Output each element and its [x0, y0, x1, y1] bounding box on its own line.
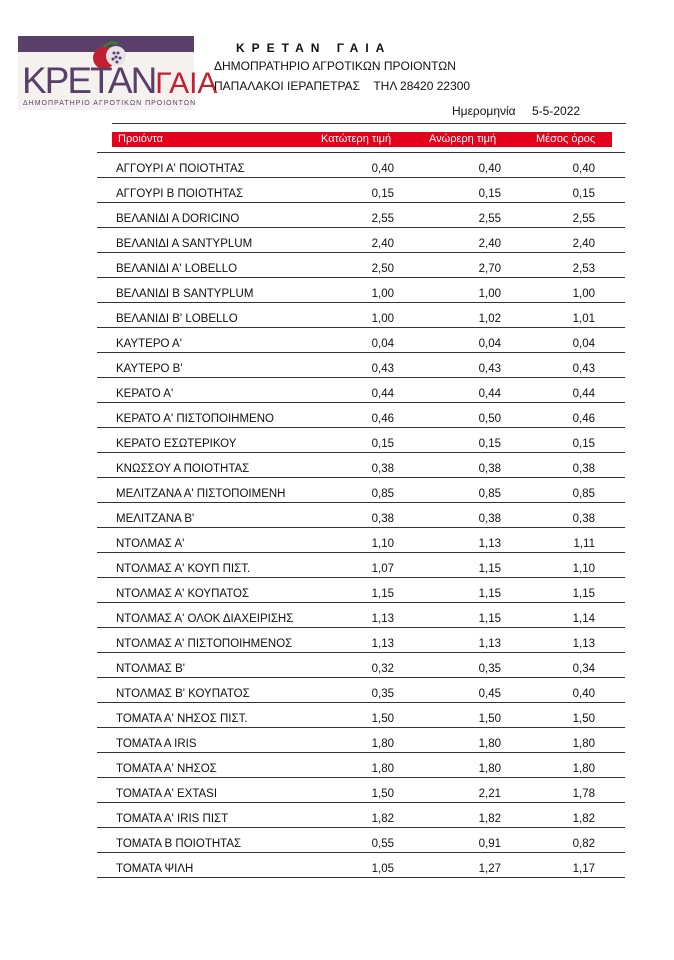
product-name: ΚΕΡΑΤΟ Α'	[116, 388, 174, 400]
average-price: 1,78	[572, 788, 595, 800]
product-name: ΤΟΜΑΤΑ Β ΠΟΙΟΤΗΤΑΣ	[116, 838, 242, 850]
max-price: 0,43	[478, 363, 501, 375]
table-row	[97, 753, 625, 778]
table-row	[97, 378, 625, 403]
min-price: 0,85	[371, 488, 394, 500]
max-price: 1,15	[478, 588, 501, 600]
min-price: 0,15	[371, 188, 394, 200]
max-price: 0,45	[478, 688, 501, 700]
min-price: 1,00	[371, 288, 394, 300]
min-price: 0,40	[371, 163, 394, 175]
product-name: ΜΕΛΙΤΖΑΝΑ Α' ΠΙΣΤΟΠΟΙΜΕΝΗ	[116, 488, 286, 500]
max-price: 0,15	[478, 438, 501, 450]
product-name: ΒΕΛΑΝΙΔΙ Α SANTYPLUM	[116, 238, 253, 250]
min-price: 1,80	[371, 738, 394, 750]
table-row	[97, 728, 625, 753]
header-max-price: Ανώρερη τιμή	[429, 133, 497, 145]
max-price: 0,15	[478, 188, 501, 200]
average-price: 2,53	[572, 263, 595, 275]
average-price: 1,01	[572, 313, 595, 325]
min-price: 1,50	[371, 788, 394, 800]
table-row	[97, 278, 625, 303]
min-price: 1,50	[371, 713, 394, 725]
average-price: 0,15	[572, 438, 595, 450]
min-price: 1,15	[371, 588, 394, 600]
max-price: 1,80	[478, 763, 501, 775]
min-price: 1,82	[371, 813, 394, 825]
header-average: Μέσος όρος	[536, 133, 596, 145]
max-price: 0,04	[478, 338, 501, 350]
max-price: 2,21	[478, 788, 501, 800]
table-row	[97, 353, 625, 378]
product-name: ΒΕΛΑΝΙΔΙ Β SANTYPLUM	[116, 288, 254, 300]
product-name: ΒΕΛΑΝΙΔΙ Β' LOBELLO	[116, 313, 238, 325]
table-row	[97, 228, 625, 253]
max-price: 1,13	[478, 638, 501, 650]
product-name: ΤΟΜΑΤΑ Α' EXTASI	[116, 788, 218, 800]
date-value: 5-5-2022	[532, 104, 581, 118]
min-price: 0,38	[371, 463, 394, 475]
min-price: 0,32	[371, 663, 394, 675]
min-price: 2,50	[371, 263, 394, 275]
company-phone: ΤΗΛ 28420 22300	[373, 79, 471, 93]
table-row	[97, 553, 625, 578]
max-price: 0,38	[478, 513, 501, 525]
average-price: 1,10	[572, 563, 595, 575]
product-name: ΤΟΜΑΤΑ Α' IRIS ΠΙΣΤ	[116, 813, 229, 825]
table-row	[97, 428, 625, 453]
product-name: ΤΟΜΑΤΑ ΨΙΛΗ	[116, 863, 194, 875]
average-price: 1,11	[573, 538, 595, 550]
table-row	[97, 503, 625, 528]
average-price: 1,50	[572, 713, 595, 725]
average-price: 0,46	[572, 413, 595, 425]
date-label: Ημερομηνία	[452, 104, 516, 118]
average-price: 0,82	[572, 838, 595, 850]
product-name: ΝΤΟΛΜΑΣ Α' ΠΙΣΤΟΠΟΙΗΜΕΝΟΣ	[116, 638, 293, 650]
max-price: 1,13	[478, 538, 501, 550]
average-price: 0,38	[572, 463, 595, 475]
product-name: ΑΓΓΟΥΡΙ Α' ΠΟΙΟΤΗΤΑΣ	[116, 163, 245, 175]
product-name: ΚΕΡΑΤΟ ΕΣΩΤΕΡΙΚΟΥ	[116, 438, 237, 450]
table-row	[97, 203, 625, 228]
average-price: 2,40	[572, 238, 595, 250]
average-price: 0,43	[572, 363, 595, 375]
max-price: 1,02	[478, 313, 501, 325]
product-name: ΝΤΟΛΜΑΣ Α' ΚΟΥΠ ΠΙΣΤ.	[116, 563, 251, 575]
header-divider	[112, 123, 626, 124]
max-price: 0,50	[478, 413, 501, 425]
table-row	[97, 603, 625, 628]
table-row	[97, 703, 625, 728]
max-price: 2,40	[478, 238, 501, 250]
product-name: ΒΕΛΑΝΙΔΙ Α' LOBELLO	[116, 263, 238, 275]
min-price: 0,38	[371, 513, 394, 525]
max-price: 0,35	[478, 663, 501, 675]
max-price: 1,15	[478, 613, 501, 625]
average-price: 1,14	[572, 613, 595, 625]
average-price: 1,13	[572, 638, 595, 650]
min-price: 1,13	[371, 638, 394, 650]
min-price: 0,55	[371, 838, 394, 850]
max-price: 2,55	[478, 213, 501, 225]
min-price: 0,15	[371, 438, 394, 450]
min-price: 1,00	[371, 313, 394, 325]
table-row	[97, 303, 625, 328]
max-price: 0,85	[478, 488, 501, 500]
table-header	[112, 132, 612, 147]
min-price: 0,44	[371, 388, 394, 400]
header-min-price: Κατώτερη τιμή	[321, 133, 392, 145]
max-price: 1,80	[478, 738, 501, 750]
table-row	[97, 253, 625, 278]
min-price: 0,35	[371, 688, 394, 700]
max-price: 1,82	[478, 813, 501, 825]
min-price: 0,46	[371, 413, 394, 425]
table-row	[97, 478, 625, 503]
average-price: 2,55	[572, 213, 595, 225]
min-price: 1,05	[371, 863, 394, 875]
table-row	[97, 178, 625, 203]
max-price: 0,40	[478, 163, 501, 175]
company-address: ΠΑΠΑΛΑΚΟΙ ΙΕΡΑΠΕΤΡΑΣ	[214, 79, 360, 93]
table-row	[97, 403, 625, 428]
average-price: 1,15	[572, 588, 595, 600]
average-price: 0,40	[572, 688, 595, 700]
min-price: 0,04	[371, 338, 394, 350]
average-price: 0,44	[572, 388, 595, 400]
product-name: ΚΑΥΤΕΡΟ Α'	[116, 338, 182, 350]
product-name: ΝΤΟΛΜΑΣ Β' ΚΟΥΠΑΤΟΣ	[116, 688, 250, 700]
max-price: 1,50	[478, 713, 501, 725]
product-name: ΤΟΜΑΤΑ Α' ΝΗΣΟΣ ΠΙΣΤ.	[116, 713, 248, 725]
table-row	[97, 153, 625, 178]
product-name: ΒΕΛΑΝΙΔΙ Α DORICINO	[116, 213, 240, 225]
product-name: ΚΕΡΑΤΟ Α' ΠΙΣΤΟΠΟΙΗΜΕΝΟ	[116, 413, 274, 425]
average-price: 1,00	[572, 288, 595, 300]
table-row	[97, 828, 625, 853]
min-price: 1,07	[371, 563, 394, 575]
logo-tagline: ΔΗΜΟΠΡΑΤΗΡΙΟ ΑΓΡΟΤΙΚΩΝ ΠΡΟΙΟΝΤΩΝ	[23, 100, 197, 107]
average-price: 0,38	[572, 513, 595, 525]
min-price: 0,43	[371, 363, 394, 375]
product-name: ΚΑΥΤΕΡΟ Β'	[116, 363, 183, 375]
table-row	[97, 628, 625, 653]
average-price: 0,40	[572, 163, 595, 175]
average-price: 0,04	[572, 338, 595, 350]
table-row	[97, 778, 625, 803]
product-name: ΤΟΜΑΤΑ Α IRIS	[116, 738, 197, 750]
price-table	[97, 153, 625, 878]
average-price: 1,80	[572, 763, 595, 775]
max-price: 1,27	[478, 863, 501, 875]
product-name: ΝΤΟΛΜΑΣ Α' ΚΟΥΠΑΤΟΣ	[116, 588, 250, 600]
min-price: 2,40	[371, 238, 394, 250]
product-name: ΚΝΩΣΣΟΥ Α ΠΟΙΟΤΗΤΑΣ	[116, 463, 250, 475]
average-price: 1,17	[572, 863, 595, 875]
max-price: 1,15	[478, 563, 501, 575]
max-price: 1,00	[478, 288, 501, 300]
max-price: 2,70	[478, 263, 501, 275]
table-row	[97, 528, 625, 553]
max-price: 0,44	[478, 388, 501, 400]
product-name: ΑΓΓΟΥΡΙ Β ΠΟΙΟΤΗΤΑΣ	[116, 188, 244, 200]
table-row	[97, 328, 625, 353]
company-logo	[18, 36, 218, 110]
company-title: ΚΡΕΤΑΝ ΓΑΙΑ	[236, 41, 392, 55]
product-name: ΜΕΛΙΤΖΑΝΑ Β'	[116, 513, 195, 525]
table-row	[97, 678, 625, 703]
average-price: 0,34	[572, 663, 595, 675]
table-row	[97, 803, 625, 828]
header-product: Προιόντα	[118, 133, 163, 145]
table-row	[97, 578, 625, 603]
min-price: 2,55	[371, 213, 394, 225]
average-price: 0,15	[572, 188, 595, 200]
table-row	[97, 853, 625, 878]
table-row	[97, 453, 625, 478]
average-price: 1,82	[572, 813, 595, 825]
average-price: 0,85	[572, 488, 595, 500]
table-row	[97, 653, 625, 678]
product-name: ΝΤΟΛΜΑΣ Α'	[116, 538, 185, 550]
max-price: 0,38	[478, 463, 501, 475]
company-contact	[214, 79, 470, 93]
min-price: 1,10	[371, 538, 394, 550]
company-subtitle: ΔΗΜΟΠΡΑΤΗΡΙΟ ΑΓΡΟΤΙΚΩΝ ΠΡΟΙΟΝΤΩΝ	[214, 59, 456, 73]
max-price: 0,91	[478, 838, 501, 850]
product-name: ΤΟΜΑΤΑ Α' ΝΗΣΟΣ	[116, 763, 217, 775]
logo-wordmark: ΚΡΕΤΑΝΓΑΙΑ	[22, 60, 218, 101]
product-name: ΝΤΟΛΜΑΣ Β'	[116, 663, 185, 675]
product-name: ΝΤΟΛΜΑΣ Α' ΟΛΟΚ ΔΙΑΧΕΙΡΙΣΗΣ	[116, 613, 294, 625]
average-price: 1,80	[572, 738, 595, 750]
min-price: 1,13	[371, 613, 394, 625]
min-price: 1,80	[371, 763, 394, 775]
